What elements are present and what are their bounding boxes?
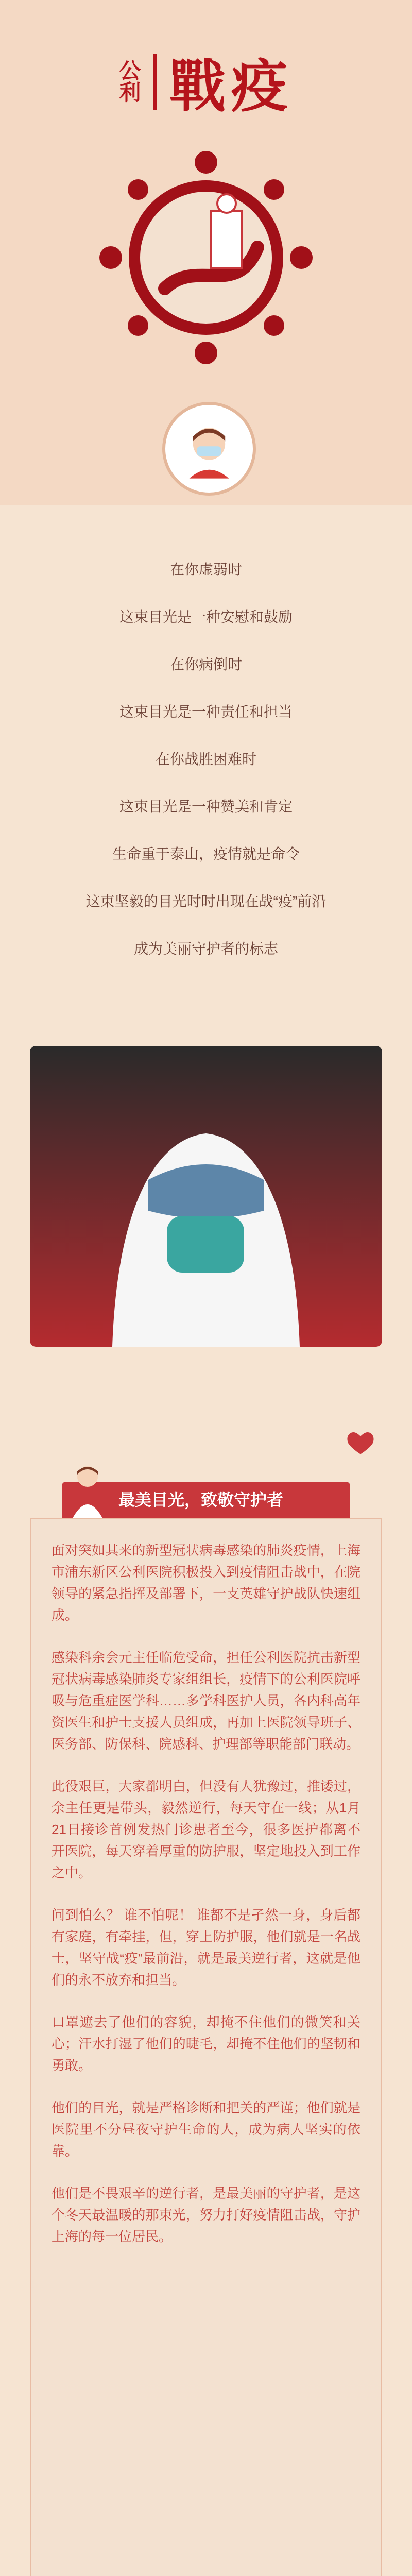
article-paragraph-2: 感染科余会元主任临危受命，担任公利医院抗击新型冠状病毒感染肺炎专家组组长，疫情下的公利医院呼吸与危重症医学科……多学科医护人员，各内科高年资医生和护士支援人员组成，再加上医院领导班子、医务部、防保科、院感科、护理部等职能部门联动。 xyxy=(52,1650,360,1752)
title-divider xyxy=(153,54,157,110)
title-row xyxy=(0,41,412,123)
poem-line-3: 在你病倒时 xyxy=(169,656,242,672)
article-paragraph-4: 问到怕么？ 谁不怕呢！ 谁都不是孑然一身，身后都有家庭，有牵挂，但，穿上防护服，他们就是一名战士，坚守战“疫”最前沿，就是最美逆行者，这就是他们的永不放弃和担当。 xyxy=(52,1907,360,1988)
section-title: 最美目光，致敬守护者 xyxy=(118,1490,284,1509)
poem-line-7: 生命重于泰山，疫情就是命令 xyxy=(112,846,300,862)
protective-suit-photo xyxy=(30,1046,382,1347)
poem-line-6: 这束目光是一种赞美和肯定 xyxy=(119,799,293,815)
doctor-mini-icon xyxy=(67,1462,108,1519)
title-small: 公 利 xyxy=(119,59,141,105)
poem-line-2: 这束目光是一种安慰和鼓励 xyxy=(119,609,293,625)
poem-line-9: 成为美丽守护者的标志 xyxy=(133,941,278,957)
article-paragraph-7: 他们是不畏艰辛的逆行者，是最美丽的守护者，是这个冬天最温暖的那束光，努力打好疫情阻击战，守护上海的每一位居民。 xyxy=(52,2185,360,2244)
doctor-face-icon xyxy=(178,418,240,480)
poem-line-5: 在你战胜困难时 xyxy=(155,751,256,767)
hero-banner xyxy=(0,0,412,505)
doctor-avatar-top xyxy=(162,402,256,496)
title-main: 戰疫 xyxy=(169,55,293,118)
poem-line-4: 这束目光是一种责任和担当 xyxy=(119,704,293,720)
article-paragraph-5: 口罩遮去了他们的容貌，却掩不住他们的微笑和关心；汗水打湿了他们的睫毛，却掩不住他们的坚韧和勇敢。 xyxy=(52,2014,360,2073)
poem-line-1: 在你虚弱时 xyxy=(169,562,242,578)
heart-decoration-icon xyxy=(345,1427,376,1458)
article-paragraph-3: 此役艰巨，大家都明白，但没有人犹豫过，推诿过，余主任更是带头，毅然逆行，每天守在一线；从1月21日接诊首例发热门诊患者至今，很多医护都离不开医院，每天穿着厚重的防护服，坚定地投入到工作之中。 xyxy=(52,1778,360,1880)
virus-illustration-icon xyxy=(82,134,330,381)
poem-line-8: 这束坚毅的目光时时出现在战“疫”前沿 xyxy=(85,893,327,909)
article-body xyxy=(30,1518,382,2576)
poem-block xyxy=(0,546,412,973)
article-paragraph-6: 他们的目光，就是严格诊断和把关的严谨；他们就是医院里不分昼夜守护生命的人，成为病人坚实的依靠。 xyxy=(52,2100,360,2159)
photo-illustration xyxy=(30,1046,382,1347)
article-paragraph-1: 面对突如其来的新型冠状病毒感染的肺炎疫情，上海市浦东新区公利医院积极投入到疫情阻击战中，在院领导的紧急指挥及部署下，一支英雄守护战队快速组成。 xyxy=(52,1543,360,1623)
